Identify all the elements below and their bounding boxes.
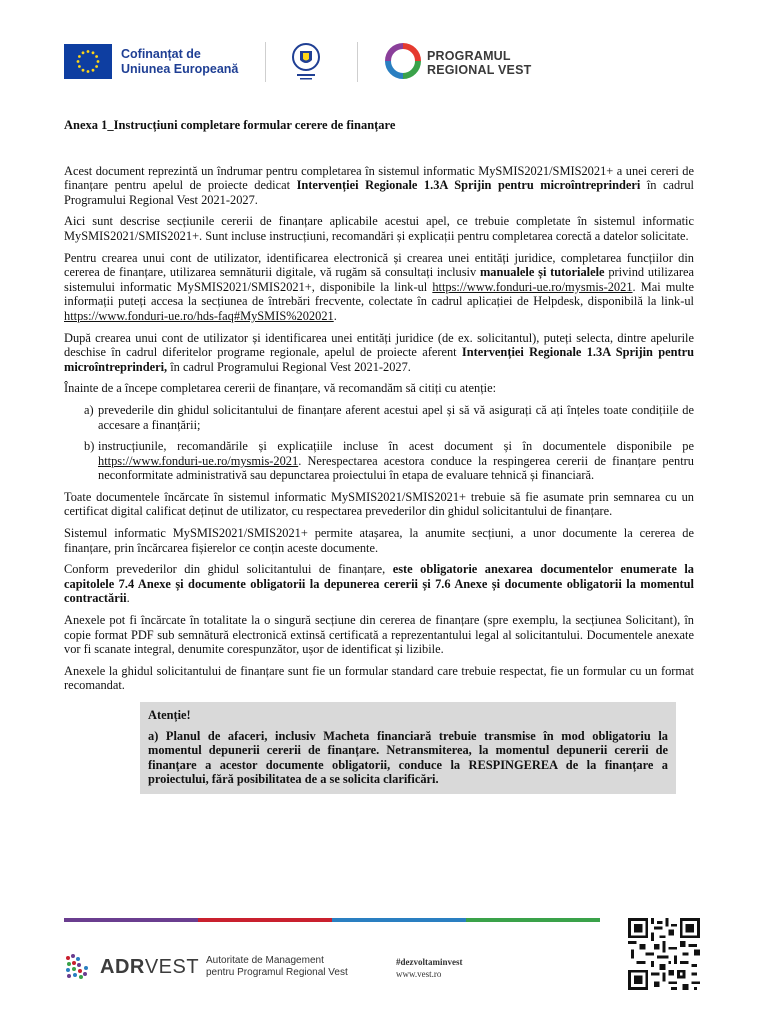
- helpdesk-faq-link[interactable]: https://www.fonduri-ue.ro/hds-faq#MySMIS%202021: [64, 308, 334, 323]
- romania-government-emblem-icon: [291, 42, 321, 82]
- color-segment: [332, 918, 466, 922]
- adr-vest-logo-icon: [64, 952, 94, 982]
- eu-line-2: Uniunea Europeană: [121, 62, 239, 76]
- footer-color-bar: [64, 918, 600, 922]
- attention-note: [140, 702, 676, 794]
- adr-vest-wordmark: ADRVEST: [100, 956, 200, 978]
- list-item-text: prevederile din ghidul solicitantului de finanțare aferent acestui apel și să vă asigurați că ați înțeles toate condițiile de accesare a finanțării;: [98, 402, 694, 432]
- header-divider: [265, 42, 266, 82]
- mysmis-link[interactable]: https://www.fonduri-ue.ro/mysmis-2021: [432, 279, 633, 294]
- program-line-1: PROGRAMUL: [427, 49, 511, 63]
- paragraph-attachments: Sistemul informatic MySMIS2021/SMIS2021+ permite atașarea, la anumite secțiuni, a unor documente la cererea de finanțare, prin încărcarea fișierelor ce conțin aceste documente.: [64, 526, 694, 555]
- header-divider: [357, 42, 358, 82]
- list-item: [64, 439, 694, 483]
- document-title: Anexa 1_Instrucțiuni completare formular cerere de finanțare: [64, 118, 396, 132]
- color-segment: [466, 918, 600, 922]
- color-segment: [64, 918, 198, 922]
- color-segment: [198, 918, 332, 922]
- paragraph-call-selection: După crearea unui cont de utilizator și identificarea unei entități juridice (de ex. solicitantul), puteți selecta, dintre apelurile deschise în cadrul diferitelor programe regionale, apelul de proiecte aferent Intervenției Regionale 1.3A Sprijin pentru microîntreprinderi, în cadrul Programului Regional Vest 2021-2027.: [64, 330, 695, 374]
- paragraph-annex-types: Anexele la ghidul solicitantului de finanțare sunt fie un formular standard care trebuie respectat, fie un formular cu un format recomandat.: [64, 663, 694, 693]
- list-item: [64, 403, 694, 432]
- managing-authority-label: Autoritate de Management pentru Programul Regional Vest: [206, 955, 348, 978]
- list-marker: a): [84, 402, 94, 417]
- program-regional-vest-label: [427, 49, 531, 77]
- paragraph-sections: Aici sunt descrise secțiunile cererii de finanțare aplicabile acestui apel, ce trebuie completate în sistemul informatic MySMIS2021/SMIS2021+. Sunt incluse instrucțiuni, recomandări și explicații pentru completarea corectă a datelor solicitate.: [64, 214, 694, 243]
- paragraph-upload-format: Anexele pot fi încărcate în totalitate la o singură secțiune din cererea de finanțare (spre exemplu, la secțiunea Solicitant), în copie format PDF sub semnătură electronică extinsă certificată a reprezentantului legal al solicitantului. Documentele anexate vor fi scanate integral, denumite corespunzător, ușor de identificat și lizibile.: [64, 613, 694, 657]
- page-header: [0, 0, 768, 100]
- paragraph-account: Pentru crearea unui cont de utilizator, identificarea electronică și crearea unei entități juridice, completarea funcțiilor din cererea de finanțare, utilizarea semnăturii digitale, vă rugăm să consultați inclusiv manualele și tutorialele privind utilizarea sistemului informatic MySMIS2021/SMIS2021+, disponibile la link-ul https://www.fonduri-ue.ro/mysmis-2021. Mai multe informații puteți accesa la secțiunea de întrebări frecvente, colectate în cadrul aplicației de Helpdesk, disponibilă la link-ul https://www.fonduri-ue.ro/hds-faq#MySMIS%202021.: [64, 250, 694, 323]
- footer-hashtag: #dezvoltaminvest: [396, 957, 463, 967]
- document-body: [64, 118, 694, 794]
- qr-code-icon: [628, 918, 700, 990]
- paragraph-signing: Toate documentele încărcate în sistemul informatic MySMIS2021/SMIS2021+ trebuie să fie asumate prin semnarea cu un certificat digital calificat deținut de utilizator, cu respectarea prevederilor din ghidul solicitantului de finanțare.: [64, 489, 694, 519]
- list-item-text: instrucțiunile, recomandările și explicațiile incluse în acest document și în documentele disponibile pe https://www.fonduri-ue.ro/mysmis-2021. Nerespectarea acestora conduce la respingerea cererii de finanțare pentru neconformitate administrativă sau depunctarea proiectului în etapa de evaluare tehnică și financiară.: [98, 439, 694, 483]
- paragraph-before-start: Înainte de a începe completarea cererii de finanțare, vă recomandăm să citiți cu atenție:: [64, 381, 497, 396]
- paragraph-intro: Acest document reprezintă un îndrumar pentru completarea în sistemul informatic MySMIS2021/SMIS2021+ a unei cereri de finanțare pentru apelul de proiecte dedicat Intervenției Regionale 1.3A Sprijin pentru microîntreprinderi în cadrul Programului Regional Vest 2021-2027.: [64, 163, 694, 207]
- program-regional-vest-logo-icon: [385, 43, 421, 79]
- eu-cofinancing-label: [121, 47, 238, 77]
- eu-flag-icon: [64, 44, 112, 79]
- program-line-2: REGIONAL VEST: [427, 63, 532, 77]
- note-text: a) Planul de afaceri, inclusiv Macheta financiară trebuie transmise în mod obligatoriu la momentul depunerii cererii de finanțare. Netransmiterea, la momentul depunerii cererii de finanțare a acestor documente obligatorii, conduce la RESPINGEREA de la finanțare a proiectului, fără posibilitatea de a se solicita clarificări.: [148, 728, 668, 787]
- list-marker: b): [84, 439, 95, 454]
- footer-website: www.vest.ro: [396, 969, 442, 979]
- mysmis-link[interactable]: https://www.fonduri-ue.ro/mysmis-2021: [98, 453, 299, 468]
- note-title: Atenție!: [148, 708, 191, 722]
- eu-line-1: Cofinanțat de: [121, 47, 201, 61]
- paragraph-mandatory-annexes: Conform prevederilor din ghidul solicitantului de finanțare, este obligatorie anexarea documentelor enumerate la capitolele 7.4 Anexe și documente obligatorii la depunerea cererii și 7.6 Anexe și documente obligatorii la momentul contractării.: [64, 562, 694, 606]
